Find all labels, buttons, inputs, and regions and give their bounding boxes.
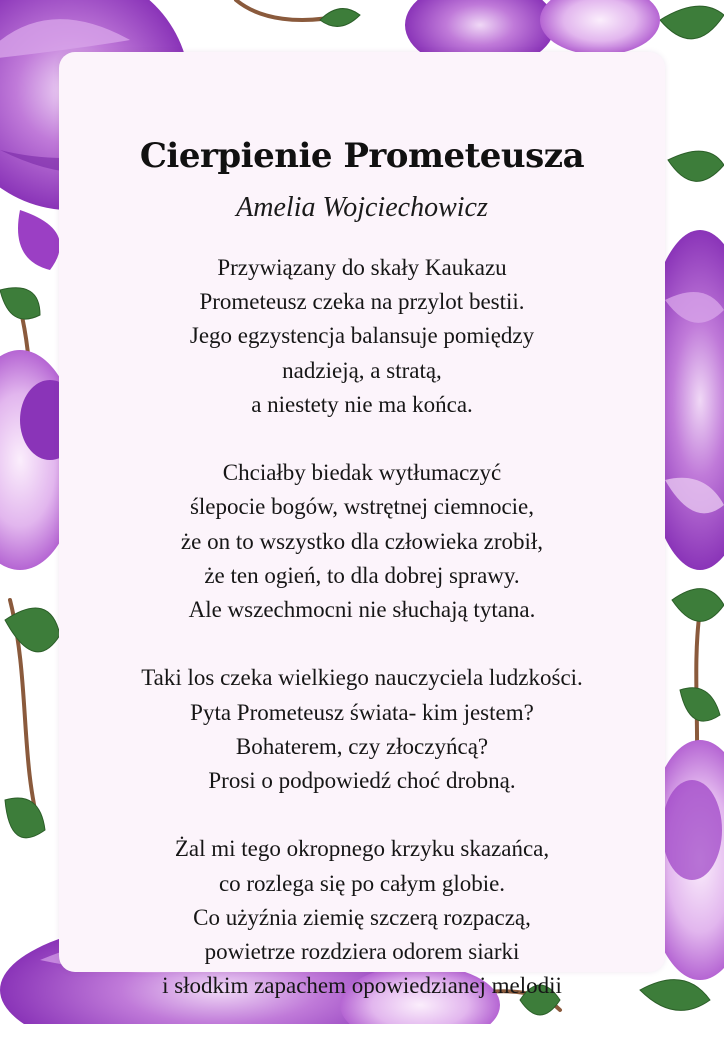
poem-line: Pyta Prometeusz świata- kim jestem? xyxy=(190,699,534,725)
poem-line: a niestety nie ma końca. xyxy=(251,391,473,417)
stanza xyxy=(59,832,665,1003)
poem-line: Ale wszechmocni nie słuchają tytana. xyxy=(188,597,536,623)
poem-line: Prometeusz czeka na przylot bestii. xyxy=(199,289,525,315)
poem-line: że on to wszystko dla człowieka zrobił, xyxy=(180,528,544,554)
poem-line: Bohaterem, czy złoczyńcą? xyxy=(235,733,489,759)
stanza xyxy=(59,251,665,422)
poem-author: Amelia Wojciechowicz xyxy=(236,192,488,223)
poem-line: Taki los czeka wielkiego nauczyciela ludzkości. xyxy=(141,665,583,691)
poem-line: co rozlega się po całym globie. xyxy=(218,870,506,896)
poem-line: Przywiązany do skały Kaukazu xyxy=(217,255,507,280)
stanza xyxy=(59,661,665,798)
poem-line: Jego egzystencja balansuje pomiędzy xyxy=(189,323,535,349)
poem-card xyxy=(59,52,665,999)
poem-line: Prosi o podpowiedź choć drobną. xyxy=(208,768,516,794)
poem-line: Chciałby biedak wytłumaczyć xyxy=(222,460,502,486)
poem-line: powietrze rozdziera odorem siarki xyxy=(204,939,520,965)
poem-line: i słodkim zapachem opowiedzianej melodii xyxy=(162,973,562,999)
poem-line: nadzieją, a stratą, xyxy=(282,357,442,383)
poem-line: Co użyźnia ziemię szczerą rozpaczą, xyxy=(193,904,531,930)
poem-body xyxy=(59,251,665,1038)
poem-title: Cierpienie Prometeusza xyxy=(139,136,585,176)
stanza xyxy=(59,456,665,627)
poem-line: że ten ogień, to dla dobrej sprawy. xyxy=(204,562,520,588)
poem-line: ślepocie bogów, wstrętnej ciemnocie, xyxy=(189,494,535,520)
poem-line: Żal mi tego okropnego krzyku skazańca, xyxy=(174,836,550,862)
